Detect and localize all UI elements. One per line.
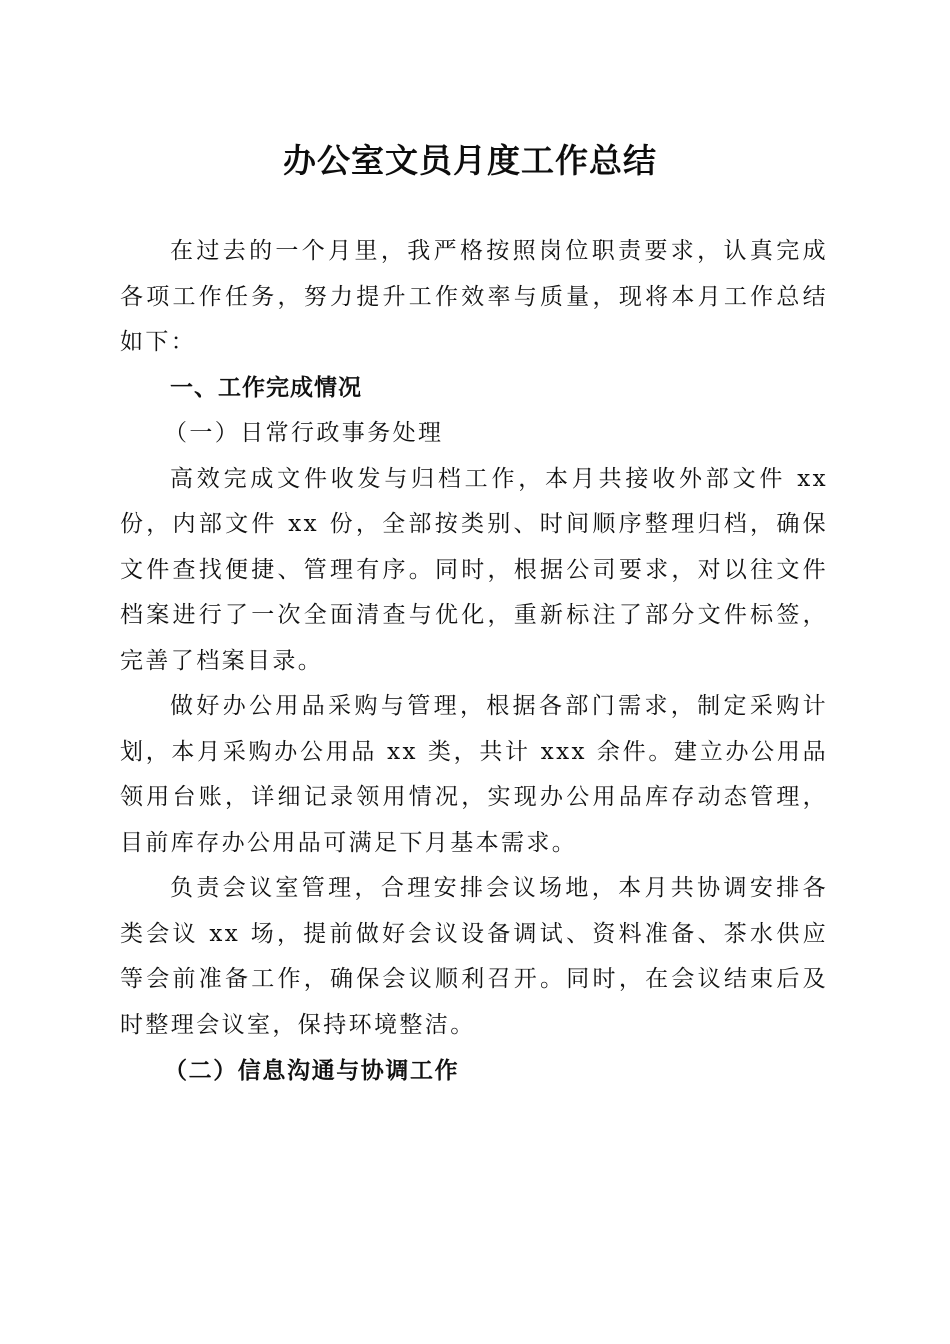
document-title: 办公室文员月度工作总结 xyxy=(283,141,657,180)
subsection-heading-communication: （二）信息沟通与协调工作 xyxy=(164,1057,460,1084)
document-body xyxy=(120,229,828,1094)
paragraph-file-archiving: 高效完成文件收发与归档工作，本月共接收外部文件 xx 份，内部文件 xx 份，全部按类别、时间顺序整理归档，确保文件查找便捷、管理有序。同时，根据公司要求，对以往文件档案进行了一次全面清查与优化，重新标注了部分文件标签，完善了档案目录。 xyxy=(120,465,828,674)
paragraph-office-supplies: 做好办公用品采购与管理，根据各部门需求，制定采购计划，本月采购办公用品 xx 类，共计 xxx 余件。建立办公用品领用台账，详细记录领用情况，实现办公用品库存动态管理，目前库存办公用品可满足下月基本需求。 xyxy=(120,693,828,856)
intro-paragraph: 在过去的一个月里，我严格按照岗位职责要求，认真完成各项工作任务，努力提升工作效率与质量，现将本月工作总结如下： xyxy=(120,238,828,355)
paragraph-meeting-room: 负责会议室管理，合理安排会议场地，本月共协调安排各类会议 xx 场，提前做好会议设备调试、资料准备、茶水供应等会前准备工作，确保会议顺利召开。同时，在会议结束后及时整理会议室，保持环境整洁。 xyxy=(120,875,828,1038)
section-heading-work-completion: 一、工作完成情况 xyxy=(170,374,362,401)
subsection-heading-daily-admin: （一）日常行政事务处理 xyxy=(164,420,444,446)
